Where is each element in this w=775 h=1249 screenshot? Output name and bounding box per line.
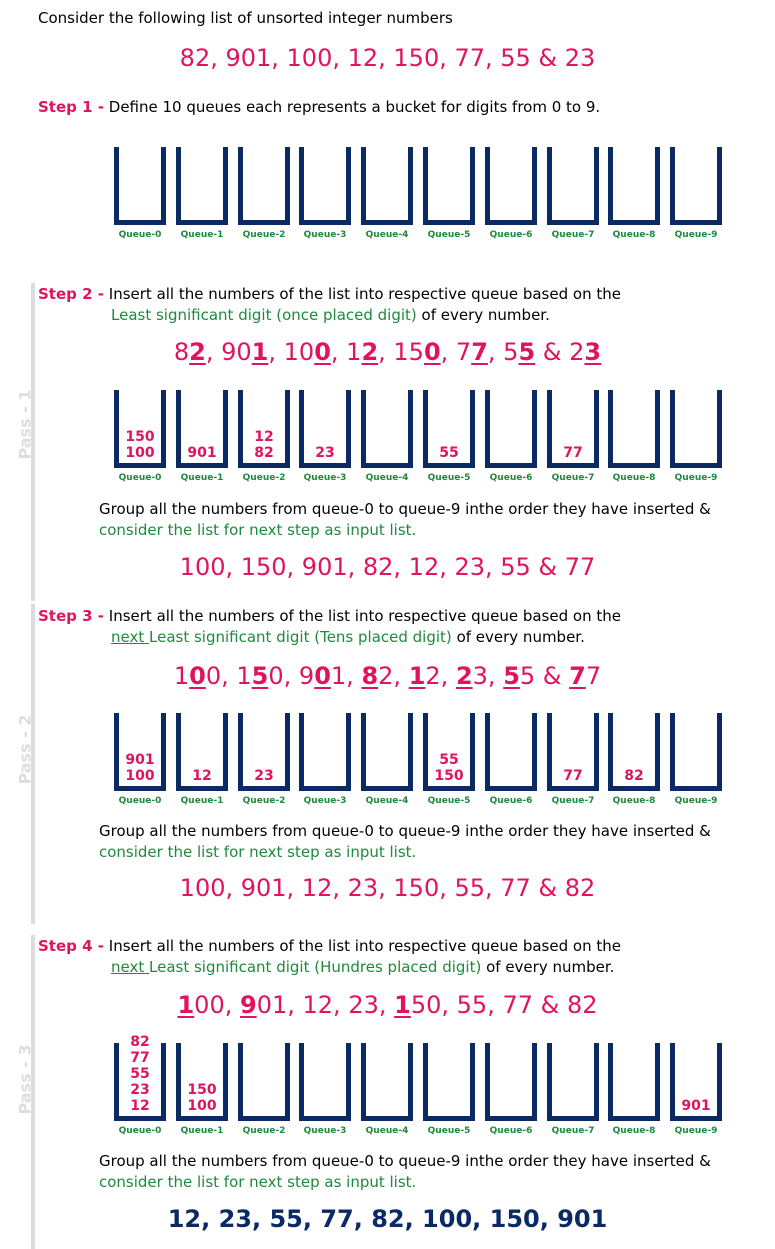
- pass1-queue-label-2: Queue-2: [242, 473, 286, 483]
- input-number: 150: [393, 338, 441, 366]
- pass1-queue-5-items: [428, 445, 470, 461]
- pass-1-consider-text: consider the list for next step as input list.: [99, 521, 417, 539]
- pass-2-group-text: Group all the numbers from queue-0 to queue-9 inthe order they have inserted &: [99, 822, 711, 840]
- step1-queue-6: [485, 147, 537, 225]
- key-digit: 0: [314, 662, 331, 690]
- queue-item: 100: [125, 768, 155, 784]
- pass1-queue-0-items: [119, 429, 161, 461]
- pass2-queue-label-5: Queue-5: [427, 796, 471, 806]
- pass1-queue-label-5: Queue-5: [427, 473, 471, 483]
- step1-queue-3: [299, 147, 351, 225]
- pass3-queue-label-6: Queue-6: [489, 1126, 533, 1136]
- pass3-queue-0-items: [119, 1034, 161, 1114]
- input-number: 77: [569, 662, 602, 690]
- queue-item: 150: [187, 1082, 217, 1098]
- step1-queue-7: [547, 147, 599, 225]
- pass-2-consider-text: consider the list for next step as input list.: [99, 843, 417, 861]
- pass2-queue-label-7: Queue-7: [551, 796, 595, 806]
- queue-item: 100: [187, 1098, 217, 1114]
- pass2-queue-2: [238, 713, 290, 791]
- queue-item: 901: [125, 752, 155, 768]
- pass1-queue-3: [299, 390, 351, 468]
- pass3-queue-label-7: Queue-7: [551, 1126, 595, 1136]
- pass3-queue-0: [114, 1034, 166, 1121]
- step-4-criteria: [111, 958, 614, 976]
- pass3-queue-label-2: Queue-2: [242, 1126, 286, 1136]
- pass2-queue-8: [608, 713, 660, 791]
- pass3-queue-label-1: Queue-1: [180, 1126, 224, 1136]
- input-number: 100: [177, 991, 225, 1019]
- key-digit: 2: [361, 338, 379, 366]
- step1-queue-label-7: Queue-7: [551, 230, 595, 240]
- pass-3-group-text: Group all the numbers from queue-0 to queue-9 inthe order they have inserted &: [99, 1152, 711, 1170]
- pass3-queue-label-0: Queue-0: [118, 1126, 162, 1136]
- pass3-queue-9: [670, 1043, 722, 1121]
- pass3-queue-5: [423, 1043, 475, 1121]
- pass1-queue-label-1: Queue-1: [180, 473, 224, 483]
- pass2-queue-3: [299, 713, 351, 791]
- pass1-queue-3-items: [304, 445, 346, 461]
- step1-queue-label-3: Queue-3: [303, 230, 347, 240]
- pass2-queue-1: [176, 713, 228, 791]
- step-4: [38, 937, 621, 955]
- pass2-queue-0-items: [119, 752, 161, 784]
- queue-item: 23: [315, 445, 335, 461]
- input-number: 82: [173, 338, 206, 366]
- pass3-queue-label-8: Queue-8: [612, 1126, 656, 1136]
- pass1-queue-6: [485, 390, 537, 468]
- step-3-label: Step 3 -: [38, 607, 104, 625]
- queue-item: 82: [254, 445, 274, 461]
- pass2-queue-label-3: Queue-3: [303, 796, 347, 806]
- pass2-queue-label-8: Queue-8: [612, 796, 656, 806]
- queue-item: 901: [187, 445, 217, 461]
- pass2-queue-9: [670, 713, 722, 791]
- pass2-queue-5: [423, 713, 475, 791]
- pass1-queue-2: [238, 390, 290, 468]
- pass2-queue-4: [361, 713, 413, 791]
- queue-row-pass-2: [0, 713, 775, 818]
- pass1-queue-7-items: [552, 445, 594, 461]
- input-number: 82: [566, 991, 598, 1019]
- pass1-queue-label-4: Queue-4: [365, 473, 409, 483]
- pass2-queue-6: [485, 713, 537, 791]
- input-number: 23: [455, 662, 488, 690]
- step-2-criteria-text: Least significant digit (once placed digit): [111, 306, 417, 324]
- step-4-criteria-text: Least significant digit (Hundres placed digit): [149, 958, 482, 976]
- pass3-queue-label-5: Queue-5: [427, 1126, 471, 1136]
- pass2-queue-label-2: Queue-2: [242, 796, 286, 806]
- pass1-queue-label-6: Queue-6: [489, 473, 533, 483]
- pass-1-result: 100, 150, 901, 82, 12, 23, 55 & 77: [179, 553, 596, 581]
- queue-item: 82: [624, 768, 644, 784]
- final-sorted-list: 12, 23, 55, 77, 82, 100, 150, 901: [167, 1205, 608, 1233]
- pass-2-input-list: 100, 150, 901, 82, 12, 23, 55 & 77: [173, 662, 602, 690]
- step1-queue-label-0: Queue-0: [118, 230, 162, 240]
- input-number: 901: [221, 338, 269, 366]
- pass1-queue-0: [114, 390, 166, 468]
- queue-item: 82: [130, 1034, 150, 1050]
- pass1-queue-2-items: [243, 429, 285, 461]
- pass2-queue-label-6: Queue-6: [489, 796, 533, 806]
- step-3-text: Insert all the numbers of the list into respective queue based on the: [108, 607, 621, 625]
- pass1-queue-label-0: Queue-0: [118, 473, 162, 483]
- queue-item: 100: [125, 445, 155, 461]
- key-digit: 0: [423, 338, 441, 366]
- pass1-queue-9: [670, 390, 722, 468]
- step-4-criteria-suffix: of every number.: [486, 958, 615, 976]
- pass2-queue-label-1: Queue-1: [180, 796, 224, 806]
- step1-queue-label-8: Queue-8: [612, 230, 656, 240]
- pass3-queue-9-items: [675, 1098, 717, 1114]
- step-2-text: Insert all the numbers of the list into respective queue based on the: [108, 285, 621, 303]
- pass1-queue-label-9: Queue-9: [674, 473, 718, 483]
- queue-item: 901: [681, 1098, 711, 1114]
- queue-item: 12: [130, 1098, 150, 1114]
- pass1-queue-1: [176, 390, 228, 468]
- pass1-queue-5: [423, 390, 475, 468]
- pass3-queue-3: [299, 1043, 351, 1121]
- pass-2-label: Pass - 2: [15, 714, 35, 785]
- input-number: 100: [283, 338, 331, 366]
- pass-3-label: Pass - 3: [15, 1044, 35, 1115]
- step-2-criteria-suffix: of every number.: [421, 306, 550, 324]
- key-digit: 0: [189, 662, 206, 690]
- pass2-queue-2-items: [243, 768, 285, 784]
- input-number: 55: [503, 662, 536, 690]
- step-1-label: Step 1 -: [38, 98, 104, 116]
- pass3-queue-label-9: Queue-9: [674, 1126, 718, 1136]
- pass-2-result: 100, 901, 12, 23, 150, 55, 77 & 82: [179, 874, 596, 902]
- key-digit: 1: [394, 991, 411, 1019]
- step1-queue-0: [114, 147, 166, 225]
- input-number: 77: [502, 991, 533, 1019]
- step-2: [38, 285, 621, 303]
- step1-queue-4: [361, 147, 413, 225]
- step1-queue-1: [176, 147, 228, 225]
- queue-item: 77: [130, 1050, 150, 1066]
- intro-text: Consider the following list of unsorted integer numbers: [38, 9, 453, 27]
- step-2-label: Step 2 -: [38, 285, 104, 303]
- step1-queue-label-5: Queue-5: [427, 230, 471, 240]
- pass-1-group-text: Group all the numbers from queue-0 to queue-9 inthe order they have inserted &: [99, 500, 711, 518]
- pass3-queue-label-3: Queue-3: [303, 1126, 347, 1136]
- pass3-queue-1-items: [181, 1082, 223, 1114]
- step1-queue-label-9: Queue-9: [674, 230, 718, 240]
- step1-queue-9: [670, 147, 722, 225]
- queue-item: 23: [130, 1082, 150, 1098]
- step-1: [38, 98, 600, 116]
- pass2-queue-label-0: Queue-0: [118, 796, 162, 806]
- key-digit: 5: [518, 338, 536, 366]
- step-4-label: Step 4 -: [38, 937, 104, 955]
- pass1-queue-label-7: Queue-7: [551, 473, 595, 483]
- pass1-queue-1-items: [181, 445, 223, 461]
- input-number: 23: [569, 338, 602, 366]
- pass3-queue-6: [485, 1043, 537, 1121]
- key-digit: 1: [408, 662, 426, 690]
- pass3-queue-7: [547, 1043, 599, 1121]
- step-4-next-word: next: [111, 958, 149, 976]
- input-number: 55: [503, 338, 536, 366]
- queue-row-pass-1: [0, 390, 775, 495]
- step1-queue-label-1: Queue-1: [180, 230, 224, 240]
- pass2-queue-label-9: Queue-9: [674, 796, 718, 806]
- pass-3-consider-text: consider the list for next step as input list.: [99, 1173, 417, 1191]
- step-3: [38, 607, 621, 625]
- pass3-queue-label-4: Queue-4: [365, 1126, 409, 1136]
- step1-queue-label-6: Queue-6: [489, 230, 533, 240]
- pass-3-input-list: 100, 901, 12, 23, 150, 55, 77 & 82: [177, 991, 598, 1019]
- input-number: 55: [456, 991, 488, 1019]
- queue-item: 55: [439, 752, 459, 768]
- pass1-queue-label-3: Queue-3: [303, 473, 347, 483]
- step-2-criteria: [111, 306, 550, 324]
- step1-queue-label-4: Queue-4: [365, 230, 409, 240]
- pass3-queue-8: [608, 1043, 660, 1121]
- input-number: 901: [298, 662, 347, 690]
- pass2-queue-0: [114, 713, 166, 791]
- input-number: 23: [348, 991, 379, 1019]
- key-digit: 2: [455, 662, 473, 690]
- queue-item: 150: [434, 768, 464, 784]
- step-3-next-word: next: [111, 628, 149, 646]
- pass2-queue-5-items: [428, 752, 470, 784]
- key-digit: 1: [251, 338, 269, 366]
- input-number: 901: [239, 991, 288, 1019]
- input-number: 150: [236, 662, 284, 690]
- pass2-queue-label-4: Queue-4: [365, 796, 409, 806]
- pass2-queue-7: [547, 713, 599, 791]
- queue-item: 77: [563, 768, 583, 784]
- input-number: 12: [346, 338, 379, 366]
- pass1-queue-7: [547, 390, 599, 468]
- key-digit: 7: [471, 338, 488, 366]
- queue-item: 12: [192, 768, 212, 784]
- step-3-criteria-suffix: of every number.: [456, 628, 585, 646]
- step-1-text: Define 10 queues each represents a bucket for digits from 0 to 9.: [108, 98, 601, 116]
- step1-queue-label-2: Queue-2: [242, 230, 286, 240]
- pass2-queue-8-items: [613, 768, 655, 784]
- key-digit: 0: [314, 338, 331, 366]
- pass2-queue-1-items: [181, 768, 223, 784]
- pass3-queue-1: [176, 1043, 228, 1121]
- queue-item: 55: [130, 1066, 150, 1082]
- key-digit: 7: [569, 662, 586, 690]
- key-digit: 5: [503, 662, 520, 690]
- queue-item: 77: [563, 445, 583, 461]
- input-number: 100: [173, 662, 222, 690]
- step1-queue-2: [238, 147, 290, 225]
- pass-1-label: Pass - 1: [15, 389, 35, 460]
- queue-item: 55: [439, 445, 459, 461]
- queue-item: 150: [125, 429, 155, 445]
- step1-queue-8: [608, 147, 660, 225]
- queue-row-pass-3: [0, 1034, 775, 1148]
- step1-queue-5: [423, 147, 475, 225]
- pass1-queue-4: [361, 390, 413, 468]
- queue-item: 23: [254, 768, 274, 784]
- initial-list: 82, 901, 100, 12, 150, 77, 55 & 23: [179, 44, 596, 72]
- pass2-queue-7-items: [552, 768, 594, 784]
- key-digit: 1: [177, 991, 195, 1019]
- key-digit: 2: [189, 338, 206, 366]
- pass3-queue-4: [361, 1043, 413, 1121]
- queue-row-empty: [0, 147, 775, 252]
- step-4-text: Insert all the numbers of the list into respective queue based on the: [108, 937, 621, 955]
- input-number: 150: [394, 991, 442, 1019]
- input-number: 12: [408, 662, 441, 690]
- pass1-queue-8: [608, 390, 660, 468]
- queue-item: 12: [254, 429, 274, 445]
- step-3-criteria-text: Least significant digit (Tens placed digit): [149, 628, 452, 646]
- pass1-queue-label-8: Queue-8: [612, 473, 656, 483]
- key-digit: 9: [239, 991, 257, 1019]
- input-number: 77: [455, 338, 488, 366]
- input-number: 82: [361, 662, 394, 690]
- key-digit: 3: [584, 338, 602, 366]
- pass-1-input-list: 82, 901, 100, 12, 150, 77, 55 & 23: [173, 338, 602, 366]
- pass3-queue-2: [238, 1043, 290, 1121]
- key-digit: 5: [251, 662, 269, 690]
- input-number: 12: [302, 991, 334, 1019]
- key-digit: 8: [361, 662, 379, 690]
- step-3-criteria: [111, 628, 585, 646]
